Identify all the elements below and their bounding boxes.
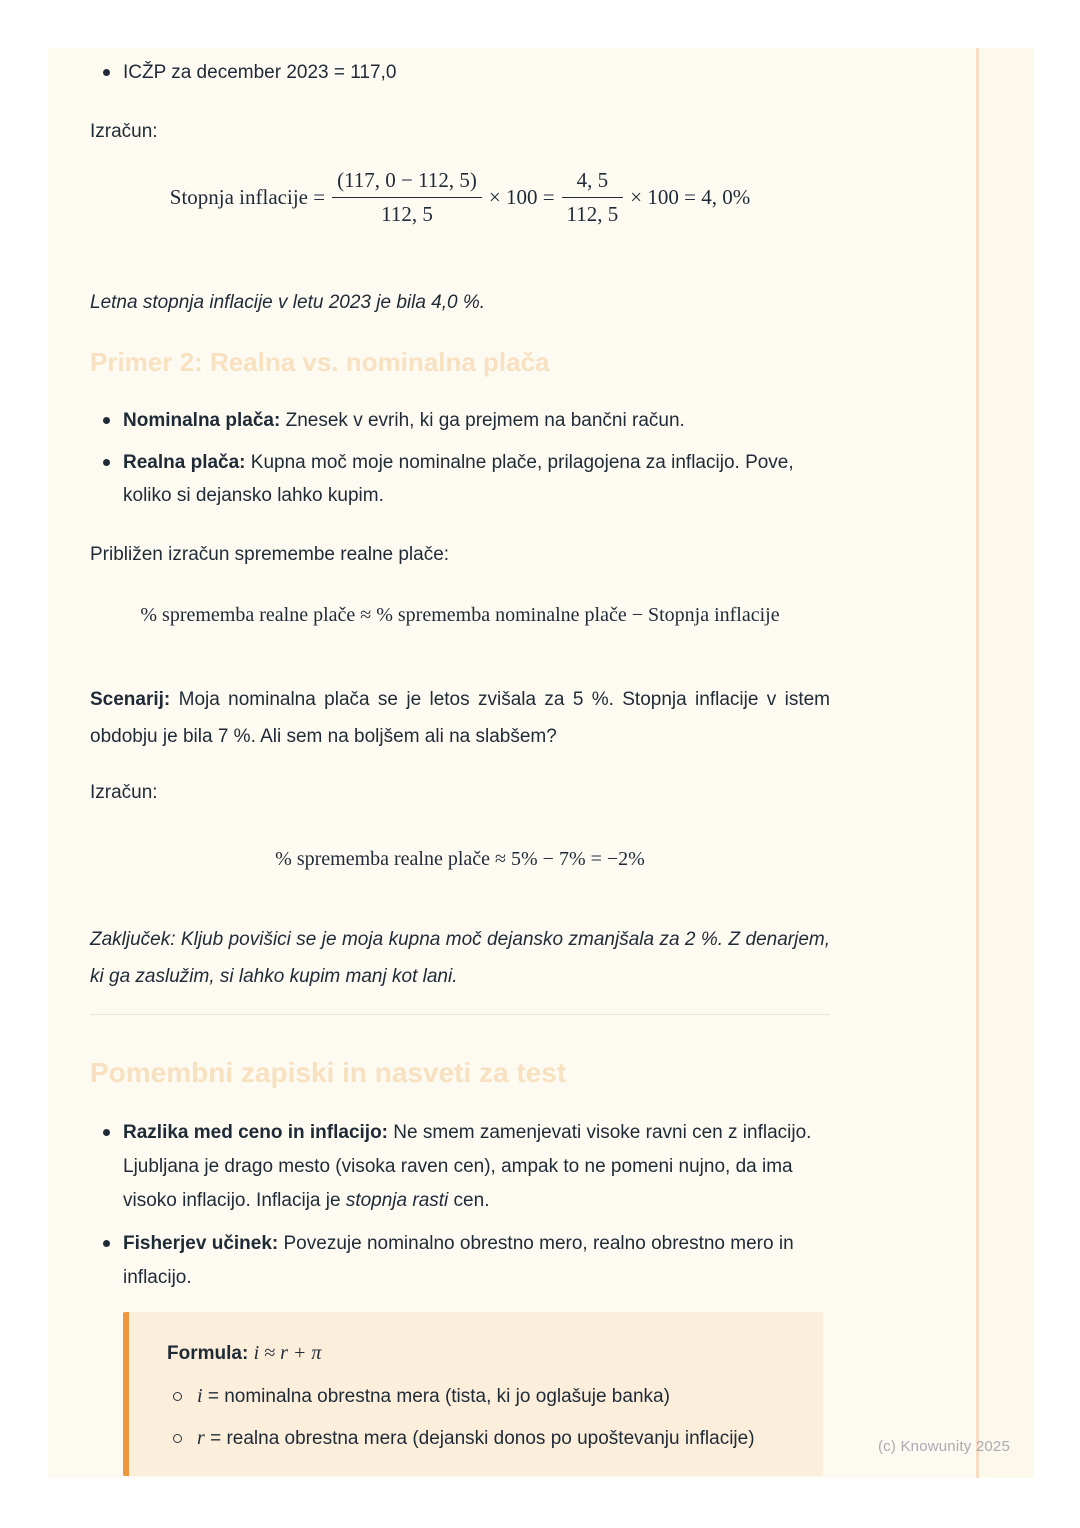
variable-symbol: r [197, 1427, 205, 1449]
inflation-conclusion: Letna stopnja inflacije v letu 2023 je bila 4,0 %. [90, 292, 486, 313]
formula-label: Formula: [167, 1343, 249, 1364]
formula-callout [123, 1312, 823, 1476]
section-heading-primer2: Primer 2: Realna vs. nominalna plača [90, 347, 550, 377]
fisher-formula-math: i ≈ r + π [253, 1342, 322, 1364]
term-label: Realna plača: [123, 452, 246, 473]
izracun-label-1: Izračun: [90, 121, 158, 142]
section-heading-notes: Pomembni zapiski in nasveti za test [90, 1057, 567, 1088]
list-item [90, 404, 830, 437]
formula-text: % sprememba realne plače ≈ 5% − 7% = −2% [275, 848, 645, 870]
intro-bullet-list [90, 56, 830, 98]
scenario-label: Scenarij: [90, 689, 171, 710]
note-text: Ne smem zamenjevati visoke ravni cen z inflacijo. Ljubljana je drago mesto (visoka raven cen), ampak to ne pomeni nujno, da ima visoko inflacijo. Inflacija je [123, 1122, 812, 1211]
next-page-edge [979, 48, 1034, 1478]
variable-symbol: i [197, 1385, 203, 1407]
fraction-numerator: (117, 0 − 112, 5) [332, 168, 482, 198]
formula-text: % sprememba realne plače ≈ % sprememba nominalne plače − Stopnja inflacije [140, 604, 780, 626]
note-text: cen. [448, 1190, 490, 1211]
note-label: Razlika med ceno in inflacijo: [123, 1122, 389, 1143]
formula-mid: × 100 = [488, 185, 555, 209]
scenario-paragraph [90, 681, 830, 755]
list-item [90, 1116, 830, 1218]
fisher-formula-line [167, 1339, 799, 1368]
variable-definition: = realna obrestna mera (dejanski donos po upoštevanju inflacije) [204, 1428, 755, 1449]
note-emphasis: stopnja rasti [345, 1190, 449, 1211]
notes-list [90, 1116, 830, 1304]
list-item [90, 1227, 830, 1295]
formula-result: × 100 = 4, 0% [630, 185, 751, 209]
fraction-1 [332, 168, 482, 227]
list-item [90, 56, 830, 89]
list-item [167, 1380, 799, 1413]
inflation-rate-formula [90, 168, 830, 227]
wage-definitions-list [90, 404, 830, 521]
document-page [48, 48, 976, 1478]
fraction-numerator: 4, 5 [562, 168, 624, 198]
fraction-denominator: 112, 5 [381, 202, 433, 226]
fraction-denominator: 112, 5 [566, 202, 619, 226]
term-definition: Znesek v evrih, ki ga prejmem na bančni račun. [280, 410, 685, 431]
formula-lhs: Stopnja inflacije = [169, 185, 326, 209]
izracun-label-2: Izračun: [90, 782, 158, 803]
bullet-text: ICŽP za december 2023 = 117,0 [123, 62, 397, 83]
approx-calc-label: Približen izračun spremembe realne plače: [90, 544, 450, 565]
real-wage-result-formula [90, 848, 830, 871]
list-item [90, 446, 830, 512]
fraction-2 [562, 168, 624, 227]
formula-variables-list [167, 1380, 799, 1455]
watermark-text: (c) Knowunity 2025 [877, 1438, 1010, 1455]
scenario-text: Moja nominalna plača se je letos zvišala za 5 %. Stopnja inflacije v istem obdobju je bila 7 %. Ali sem na boljšem ali na slabšem? [90, 689, 830, 747]
list-item [167, 1422, 799, 1455]
term-definition: Kupna moč moje nominalne plače, prilagojena za inflacijo. Pove, koliko si dejansko lahko kupim. [123, 452, 794, 506]
section-divider [90, 1014, 830, 1015]
zakljucek-paragraph: Zaključek: Kljub povišici se je moja kupna moč dejansko zmanjšala za 2 %. Z denarjem, ki ga zaslužim, si lahko kupim manj kot lani. [90, 929, 830, 987]
note-text: Povezuje nominalno obrestno mero, realno obrestno mero in inflacijo. [123, 1233, 794, 1288]
variable-definition: = nominalna obrestna mera (tista, ki jo oglašuje banka) [202, 1386, 670, 1407]
term-label: Nominalna plača: [123, 410, 281, 431]
real-wage-formula [90, 604, 830, 627]
note-label: Fisherjev učinek: [123, 1233, 279, 1254]
